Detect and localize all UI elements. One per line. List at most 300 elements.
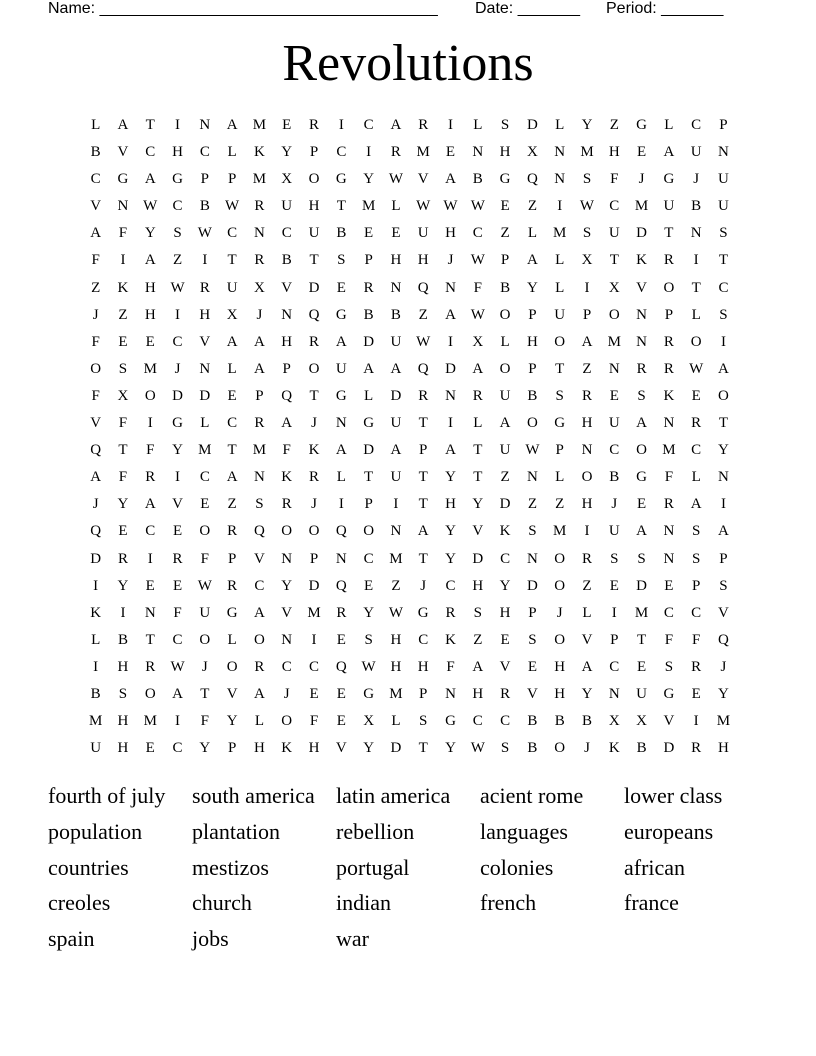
grid-letter[interactable]: R (581, 387, 592, 404)
grid-letter[interactable]: A (581, 658, 593, 675)
grid-letter[interactable]: E (172, 577, 183, 594)
grid-letter[interactable]: O (554, 333, 566, 350)
grid-letter[interactable]: R (418, 387, 429, 404)
grid-letter[interactable]: E (527, 658, 537, 675)
grid-letter[interactable]: H (254, 740, 265, 757)
grid-letter[interactable]: C (691, 604, 702, 621)
grid-letter[interactable]: F (118, 225, 128, 242)
grid-letter[interactable]: A (718, 360, 729, 377)
grid-letter[interactable]: O (554, 631, 566, 648)
grid-letter[interactable]: R (636, 360, 647, 377)
grid-letter[interactable]: S (500, 740, 510, 757)
grid-letter[interactable]: C (691, 442, 702, 459)
grid-letter[interactable]: H (417, 658, 429, 675)
grid-letter[interactable]: R (254, 198, 265, 215)
grid-letter[interactable]: P (309, 144, 319, 161)
grid-letter[interactable]: J (174, 360, 181, 377)
grid-letter[interactable]: G (117, 171, 129, 188)
grid-letter[interactable]: N (663, 415, 675, 432)
grid-letter[interactable]: J (638, 171, 645, 188)
grid-letter[interactable]: H (581, 496, 593, 513)
grid-letter[interactable]: R (254, 415, 265, 432)
grid-letter[interactable]: N (199, 117, 211, 133)
grid-letter[interactable]: J (311, 415, 317, 432)
grid-letter[interactable]: O (90, 360, 102, 377)
grid-letter[interactable]: D (172, 387, 183, 404)
grid-letter[interactable]: U (718, 198, 729, 215)
grid-letter[interactable]: S (637, 550, 646, 567)
grid-letter[interactable]: F (610, 171, 619, 188)
grid-letter[interactable]: U (199, 604, 211, 621)
grid-letter[interactable]: D (499, 496, 511, 513)
grid-letter[interactable]: A (390, 360, 402, 377)
grid-letter[interactable]: O (690, 333, 702, 350)
grid-letter[interactable]: J (92, 306, 99, 323)
grid-letter[interactable]: L (391, 713, 401, 730)
grid-letter[interactable]: G (636, 469, 647, 486)
grid-letter[interactable]: A (226, 469, 238, 486)
grid-letter[interactable]: A (581, 333, 593, 350)
grid-letter[interactable]: P (364, 252, 373, 269)
grid-letter[interactable]: C (663, 604, 674, 621)
grid-letter[interactable]: C (172, 198, 183, 215)
grid-letter[interactable]: B (500, 279, 511, 296)
grid-letter[interactable]: G (554, 415, 566, 432)
grid-letter[interactable]: T (418, 496, 428, 513)
grid-letter[interactable]: Q (254, 523, 265, 540)
period-field[interactable]: Period: _______ (606, 0, 724, 17)
grid-letter[interactable]: D (308, 577, 320, 594)
grid-letter[interactable]: B (636, 740, 647, 757)
grid-letter[interactable]: D (472, 550, 484, 567)
grid-letter[interactable]: P (364, 496, 373, 513)
grid-letter[interactable]: G (172, 171, 183, 188)
grid-letter[interactable]: A (636, 523, 647, 540)
grid-letter[interactable]: Y (281, 577, 293, 594)
grid-letter[interactable]: O (608, 306, 620, 323)
grid-letter[interactable]: B (199, 198, 210, 215)
grid-letter[interactable]: P (610, 631, 619, 648)
grid-letter[interactable]: Y (445, 740, 456, 757)
grid-letter[interactable]: C (609, 442, 620, 459)
grid-letter[interactable]: X (608, 279, 620, 296)
grid-letter[interactable]: Z (473, 631, 483, 648)
grid-letter[interactable]: B (363, 306, 374, 323)
grid-letter[interactable]: E (500, 631, 510, 648)
grid-letter[interactable]: Y (117, 577, 129, 594)
grid-letter[interactable]: N (526, 469, 538, 486)
grid-letter[interactable]: S (637, 387, 646, 404)
grid-letter[interactable]: O (526, 415, 538, 432)
grid-letter[interactable]: E (282, 117, 292, 133)
grid-letter[interactable]: U (608, 225, 620, 242)
grid-letter[interactable]: I (338, 117, 344, 133)
grid-letter[interactable]: R (336, 604, 347, 621)
grid-letter[interactable]: X (636, 713, 647, 730)
grid-letter[interactable]: A (445, 306, 456, 323)
grid-letter[interactable]: M (389, 550, 403, 567)
grid-letter[interactable]: R (309, 333, 320, 350)
grid-letter[interactable]: E (309, 685, 319, 702)
grid-letter[interactable]: D (663, 740, 675, 757)
grid-letter[interactable]: A (254, 604, 265, 621)
grid-letter[interactable]: E (172, 523, 183, 540)
grid-letter[interactable]: C (145, 523, 156, 540)
grid-letter[interactable]: P (528, 306, 537, 323)
grid-letter[interactable]: W (143, 198, 158, 215)
grid-letter[interactable]: U (226, 279, 238, 296)
grid-letter[interactable]: A (472, 658, 484, 675)
grid-letter[interactable]: F (664, 631, 674, 648)
grid-letter[interactable]: F (118, 469, 128, 486)
grid-letter[interactable]: I (202, 252, 208, 269)
grid-letter[interactable]: I (311, 631, 317, 648)
grid-letter[interactable]: M (307, 604, 321, 621)
grid-letter[interactable]: B (527, 713, 538, 730)
grid-letter[interactable]: S (719, 225, 728, 242)
grid-letter[interactable]: E (364, 577, 374, 594)
grid-letter[interactable]: W (416, 333, 431, 350)
grid-letter[interactable]: S (692, 523, 701, 540)
grid-letter[interactable]: I (147, 415, 153, 432)
grid-letter[interactable]: P (528, 360, 537, 377)
grid-letter[interactable]: N (690, 225, 702, 242)
grid-letter[interactable]: I (693, 713, 699, 730)
grid-letter[interactable]: U (608, 415, 620, 432)
grid-letter[interactable]: C (281, 225, 292, 242)
grid-letter[interactable]: R (254, 658, 265, 675)
grid-letter[interactable]: T (227, 252, 237, 269)
grid-letter[interactable]: E (445, 144, 456, 161)
grid-letter[interactable]: M (143, 713, 157, 730)
grid-letter[interactable]: V (226, 685, 238, 702)
grid-letter[interactable]: A (417, 523, 429, 540)
grid-letter[interactable]: U (390, 415, 402, 432)
grid-letter[interactable]: P (664, 306, 674, 323)
grid-letter[interactable]: J (447, 252, 454, 269)
grid-letter[interactable]: L (664, 117, 674, 133)
grid-letter[interactable]: L (691, 469, 701, 486)
grid-letter[interactable]: N (254, 469, 265, 486)
grid-letter[interactable]: F (473, 279, 482, 296)
grid-letter[interactable]: L (500, 333, 510, 350)
grid-letter[interactable]: F (118, 415, 128, 432)
grid-letter[interactable]: A (144, 496, 156, 513)
grid-letter[interactable]: R (145, 658, 156, 675)
grid-letter[interactable]: P (582, 306, 592, 323)
grid-letter[interactable]: O (499, 306, 511, 323)
grid-letter[interactable]: R (309, 469, 320, 486)
grid-letter[interactable]: V (718, 604, 729, 621)
grid-letter[interactable]: C (145, 144, 156, 161)
grid-letter[interactable]: T (664, 225, 674, 242)
grid-letter[interactable]: L (555, 117, 565, 133)
grid-letter[interactable]: U (335, 360, 347, 377)
grid-letter[interactable]: W (443, 198, 458, 215)
grid-letter[interactable]: I (120, 252, 126, 269)
grid-letter[interactable]: F (173, 604, 182, 621)
grid-letter[interactable]: I (448, 117, 453, 133)
grid-letter[interactable]: G (663, 171, 675, 188)
grid-letter[interactable]: H (499, 604, 511, 621)
grid-letter[interactable]: T (473, 469, 483, 486)
grid-letter[interactable]: U (499, 387, 511, 404)
grid-letter[interactable]: Q (335, 577, 347, 594)
grid-letter[interactable]: J (256, 306, 263, 323)
grid-letter[interactable]: A (254, 685, 265, 702)
grid-letter[interactable]: D (308, 279, 320, 296)
grid-letter[interactable]: H (390, 252, 402, 269)
grid-letter[interactable]: J (283, 685, 290, 702)
grid-letter[interactable]: D (390, 387, 402, 404)
grid-letter[interactable]: E (609, 387, 619, 404)
grid-letter[interactable]: M (88, 713, 103, 730)
grid-letter[interactable]: Z (172, 252, 183, 269)
grid-letter[interactable]: C (691, 117, 702, 133)
grid-letter[interactable]: Y (363, 171, 375, 188)
grid-letter[interactable]: N (281, 306, 293, 323)
grid-letter[interactable]: N (445, 387, 456, 404)
grid-letter[interactable]: R (691, 658, 702, 675)
grid-letter[interactable]: D (90, 550, 102, 567)
grid-letter[interactable]: I (557, 198, 563, 215)
grid-letter[interactable]: S (555, 387, 564, 404)
grid-letter[interactable]: F (446, 658, 455, 675)
grid-letter[interactable]: L (227, 631, 237, 648)
grid-letter[interactable]: E (145, 577, 155, 594)
grid-letter[interactable]: Y (117, 496, 129, 513)
grid-letter[interactable]: C (445, 577, 456, 594)
grid-letter[interactable]: E (691, 685, 701, 702)
grid-letter[interactable]: Y (445, 469, 456, 486)
grid-letter[interactable]: J (584, 740, 590, 757)
grid-letter[interactable]: B (472, 171, 483, 188)
grid-letter[interactable]: X (472, 333, 484, 350)
grid-letter[interactable]: Z (91, 279, 101, 296)
grid-letter[interactable]: A (390, 442, 402, 459)
grid-letter[interactable]: E (336, 685, 346, 702)
grid-letter[interactable]: C (172, 740, 183, 757)
grid-letter[interactable]: N (335, 415, 347, 432)
grid-letter[interactable]: K (308, 442, 320, 459)
grid-letter[interactable]: L (473, 415, 483, 432)
grid-letter[interactable]: R (117, 550, 128, 567)
grid-letter[interactable]: E (145, 740, 155, 757)
grid-letter[interactable]: D (363, 333, 375, 350)
grid-letter[interactable]: G (172, 415, 183, 432)
grid-letter[interactable]: K (281, 740, 293, 757)
grid-letter[interactable]: K (90, 604, 102, 621)
grid-letter[interactable]: C (172, 333, 183, 350)
grid-letter[interactable]: O (281, 713, 293, 730)
grid-letter[interactable]: I (147, 550, 153, 567)
grid-letter[interactable]: G (363, 685, 375, 702)
grid-letter[interactable]: W (361, 658, 376, 675)
grid-letter[interactable]: T (145, 117, 155, 133)
grid-letter[interactable]: Q (335, 523, 347, 540)
grid-letter[interactable]: Y (363, 604, 375, 621)
grid-letter[interactable]: T (336, 198, 346, 215)
grid-letter[interactable]: O (363, 523, 375, 540)
grid-letter[interactable]: K (608, 740, 620, 757)
grid-letter[interactable]: C (336, 144, 347, 161)
grid-letter[interactable]: H (117, 658, 129, 675)
grid-letter[interactable]: L (473, 117, 483, 133)
grid-letter[interactable]: W (388, 171, 403, 188)
grid-letter[interactable]: B (554, 713, 565, 730)
grid-letter[interactable]: N (144, 604, 156, 621)
grid-letter[interactable]: E (118, 523, 128, 540)
grid-letter[interactable]: K (445, 631, 456, 648)
grid-letter[interactable]: H (472, 577, 484, 594)
grid-letter[interactable]: O (281, 523, 293, 540)
grid-letter[interactable]: A (445, 171, 456, 188)
grid-letter[interactable]: C (309, 658, 320, 675)
grid-letter[interactable]: U (390, 333, 402, 350)
grid-letter[interactable]: S (528, 523, 537, 540)
grid-letter[interactable]: A (90, 469, 102, 486)
grid-letter[interactable]: E (664, 577, 674, 594)
grid-letter[interactable]: N (554, 144, 566, 161)
grid-letter[interactable]: Z (527, 496, 537, 513)
grid-letter[interactable]: Y (472, 496, 484, 513)
grid-letter[interactable]: B (609, 469, 620, 486)
grid-letter[interactable]: C (609, 658, 620, 675)
grid-letter[interactable]: I (175, 117, 181, 133)
grid-letter[interactable]: V (90, 198, 102, 215)
grid-letter[interactable]: N (281, 631, 293, 648)
grid-letter[interactable]: V (499, 658, 511, 675)
grid-letter[interactable]: Z (227, 496, 237, 513)
grid-letter[interactable]: T (200, 685, 210, 702)
grid-letter[interactable]: Y (172, 442, 183, 459)
grid-letter[interactable]: I (720, 333, 726, 350)
grid-letter[interactable]: J (611, 496, 618, 513)
grid-letter[interactable]: R (227, 523, 238, 540)
grid-letter[interactable]: B (117, 631, 128, 648)
grid-letter[interactable]: L (555, 252, 565, 269)
grid-letter[interactable]: B (527, 387, 538, 404)
grid-letter[interactable]: Z (500, 469, 510, 486)
grid-letter[interactable]: R (500, 685, 511, 702)
grid-letter[interactable]: S (337, 252, 346, 269)
grid-letter[interactable]: U (663, 198, 675, 215)
grid-letter[interactable]: M (252, 442, 267, 459)
grid-letter[interactable]: R (691, 740, 702, 757)
grid-letter[interactable]: Q (335, 658, 347, 675)
grid-letter[interactable]: Z (555, 496, 565, 513)
grid-letter[interactable]: N (390, 523, 402, 540)
grid-letter[interactable]: G (636, 117, 647, 133)
grid-letter[interactable]: E (336, 631, 346, 648)
grid-letter[interactable]: A (281, 415, 293, 432)
grid-letter[interactable]: M (553, 225, 567, 242)
grid-letter[interactable]: Q (718, 631, 729, 648)
grid-letter[interactable]: F (692, 631, 701, 648)
grid-letter[interactable]: A (363, 360, 375, 377)
grid-letter[interactable]: M (662, 442, 676, 459)
grid-letter[interactable]: L (364, 387, 374, 404)
grid-letter[interactable]: T (309, 252, 319, 269)
grid-letter[interactable]: E (200, 496, 210, 513)
grid-letter[interactable]: W (416, 198, 431, 215)
grid-letter[interactable]: S (582, 225, 592, 242)
grid-letter[interactable]: O (226, 658, 238, 675)
grid-letter[interactable]: C (500, 713, 511, 730)
grid-letter[interactable]: P (500, 252, 510, 269)
grid-letter[interactable]: G (335, 306, 347, 323)
grid-letter[interactable]: J (92, 496, 99, 513)
grid-letter[interactable]: W (470, 740, 485, 757)
grid-letter[interactable]: P (719, 550, 728, 567)
grid-letter[interactable]: Z (582, 360, 592, 377)
grid-letter[interactable]: U (417, 225, 429, 242)
grid-letter[interactable]: U (390, 469, 402, 486)
grid-letter[interactable]: W (170, 279, 185, 296)
grid-letter[interactable]: T (637, 631, 647, 648)
grid-letter[interactable]: T (609, 252, 619, 269)
grid-letter[interactable]: R (199, 279, 210, 296)
grid-letter[interactable]: V (636, 279, 647, 296)
grid-letter[interactable]: H (117, 740, 129, 757)
grid-letter[interactable]: W (689, 360, 704, 377)
grid-letter[interactable]: R (281, 496, 292, 513)
grid-letter[interactable]: I (366, 144, 372, 161)
grid-letter[interactable]: M (716, 713, 731, 730)
grid-letter[interactable]: N (554, 171, 566, 188)
grid-letter[interactable]: N (335, 550, 347, 567)
grid-letter[interactable]: P (255, 387, 264, 404)
grid-letter[interactable]: J (201, 658, 208, 675)
grid-letter[interactable]: O (199, 523, 211, 540)
grid-letter[interactable]: O (581, 469, 593, 486)
grid-letter[interactable]: P (200, 171, 209, 188)
grid-letter[interactable]: A (690, 496, 702, 513)
grid-letter[interactable]: P (309, 550, 319, 567)
grid-letter[interactable]: T (473, 442, 483, 459)
grid-letter[interactable]: E (364, 225, 374, 242)
grid-letter[interactable]: B (90, 685, 101, 702)
grid-letter[interactable]: R (227, 577, 238, 594)
grid-letter[interactable]: T (364, 469, 374, 486)
grid-letter[interactable]: S (118, 360, 128, 377)
grid-letter[interactable]: V (199, 333, 211, 350)
grid-letter[interactable]: N (663, 550, 675, 567)
grid-letter[interactable]: T (145, 631, 155, 648)
grid-letter[interactable]: V (172, 496, 183, 513)
grid-letter[interactable]: O (663, 279, 675, 296)
grid-letter[interactable]: I (611, 604, 617, 621)
grid-letter[interactable]: S (719, 306, 728, 323)
grid-letter[interactable]: Z (609, 117, 619, 133)
grid-letter[interactable]: F (282, 442, 291, 459)
grid-letter[interactable]: O (308, 523, 320, 540)
grid-letter[interactable]: F (309, 713, 319, 730)
grid-letter[interactable]: H (554, 658, 566, 675)
grid-letter[interactable]: E (609, 577, 619, 594)
grid-letter[interactable]: G (335, 171, 347, 188)
grid-letter[interactable]: V (417, 171, 429, 188)
grid-letter[interactable]: I (338, 496, 344, 513)
grid-letter[interactable]: K (499, 523, 511, 540)
grid-letter[interactable]: L (336, 469, 346, 486)
grid-letter[interactable]: I (175, 306, 181, 323)
grid-letter[interactable]: N (472, 144, 484, 161)
grid-letter[interactable]: E (637, 144, 647, 161)
grid-letter[interactable]: Y (581, 117, 593, 133)
grid-letter[interactable]: E (637, 496, 647, 513)
grid-letter[interactable]: Y (526, 279, 538, 296)
